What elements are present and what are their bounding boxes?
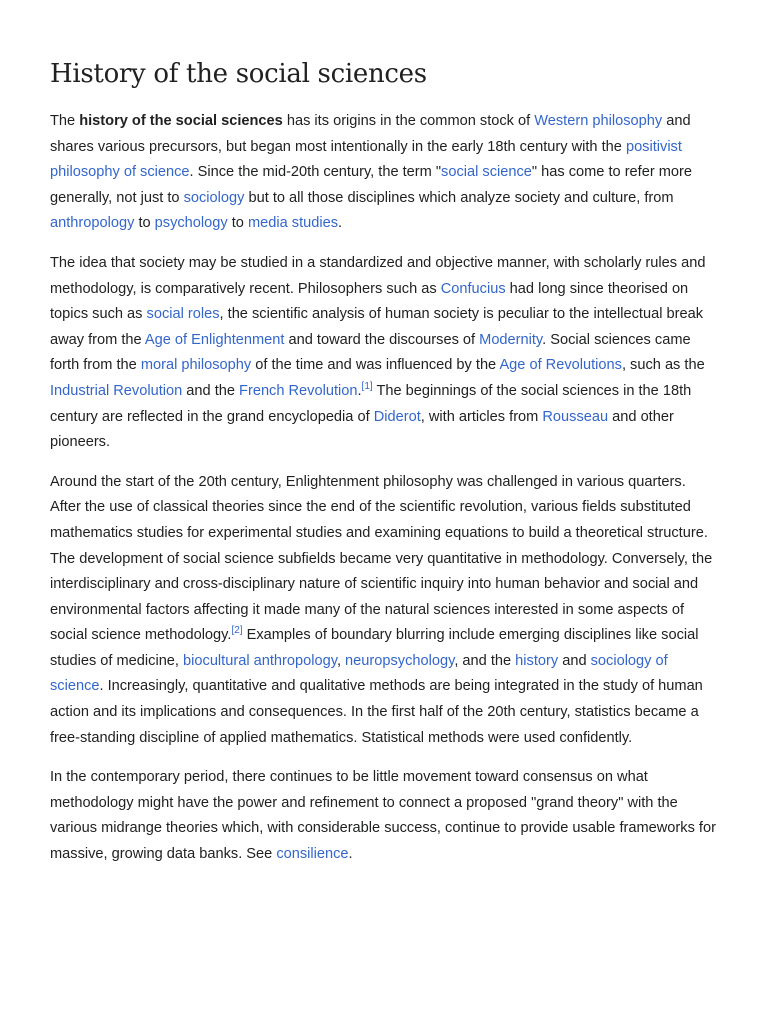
link-positivist-philosophy[interactable]: positivist philosophy of science [50, 138, 682, 181]
text-run: and [558, 652, 591, 669]
link-western-philosophy[interactable]: Western philosophy [534, 113, 663, 129]
text-run: , the scientific analysis of human society is peculiar to the intellectual break away from the [50, 306, 703, 348]
text-run: , and the [454, 652, 516, 669]
text-run: Examples of boundary blurring include emerging disciplines like social studies of medicine, [50, 627, 699, 669]
link-industrial-revolution[interactable]: Industrial Revolution [50, 382, 183, 399]
link-age-of-revolutions[interactable]: Age of Revolutions [499, 357, 622, 374]
link-confucius[interactable]: Confucius [440, 280, 506, 297]
paragraph-20th-century [50, 470, 717, 752]
text-run: . [348, 846, 353, 863]
text-run: and shares various precursors, but began most intentionally in the early 18th century with the [50, 113, 691, 155]
text-run: . Social sciences came forth from the [50, 331, 691, 374]
link-history[interactable]: history [515, 652, 559, 669]
link-moral-philosophy[interactable]: moral philosophy [140, 357, 252, 374]
text-run: The beginnings of the social sciences in the 18th century are reflected in the grand encyclopedia of [50, 382, 692, 425]
text-run: , [336, 652, 346, 669]
link-french-revolution[interactable]: French Revolution [239, 382, 358, 399]
page-title: History of the social sciences [50, 59, 427, 89]
text-run: , with articles from [420, 408, 543, 425]
reference-1[interactable]: [1] [361, 381, 373, 393]
text-run: to [227, 215, 248, 232]
link-anthropology[interactable]: anthropology [50, 215, 135, 232]
text-run: " has come to refer more generally, not just to [50, 164, 693, 206]
link-biocultural-anthropology[interactable]: biocultural anthropology [183, 652, 337, 669]
paragraph-origins [50, 251, 717, 456]
text-run: The [50, 113, 80, 129]
text-run: and other pioneers. [50, 408, 674, 451]
paragraph-contemporary [50, 765, 717, 867]
text-run: of the time and was influenced by the [251, 357, 500, 374]
link-sociology[interactable]: sociology [183, 189, 245, 206]
text-run: had long since theorised on topics such as [50, 280, 689, 323]
text-run: . Increasingly, quantitative and qualitative methods are being integrated in the study of human action and its implications and consequences. In the first half of the 20th century, statistics became a free-standing discipline of applied mathematics. Statistical methods were used confidently. [50, 678, 703, 746]
link-rousseau[interactable]: Rousseau [542, 408, 609, 425]
text-run: to [134, 215, 155, 232]
text-run: has its origins in the common stock of [282, 113, 535, 129]
text-run: . [357, 382, 362, 399]
link-age-of-enlightenment[interactable]: Age of Enlightenment [144, 331, 285, 348]
text-run: , such as the [621, 357, 705, 374]
text-run: and toward the discourses of [284, 331, 480, 348]
bold-term: history of the social sciences [79, 113, 283, 129]
paragraph-intro [50, 109, 717, 237]
link-consilience[interactable]: consilience [276, 846, 349, 863]
link-modernity[interactable]: Modernity [479, 331, 543, 348]
text-run: . [338, 215, 343, 232]
text-run: but to all those disciplines which analyze society and culture, from [244, 189, 674, 206]
text-run: The idea that society may be studied in a standardized and objective manner, with scholarly rules and methodology, is comparatively recent. Philosophers such as [50, 254, 706, 297]
text-run: In the contemporary period, there continues to be little movement toward consensus on what methodology might have the power and refinement to connect a proposed "grand theory" with the various midrange theories which, with considerable success, continue to provide usable frameworks for massive, growing data banks. See [50, 769, 716, 863]
link-sociology-of-science[interactable]: sociology of science [50, 652, 668, 695]
text-run: . Since the mid-20th century, the term " [189, 164, 442, 181]
text-run: and the [182, 382, 240, 399]
link-psychology[interactable]: psychology [154, 215, 228, 232]
link-social-science[interactable]: social science [441, 164, 532, 181]
link-media-studies[interactable]: media studies [247, 215, 339, 232]
text-run: Around the start of the 20th century, Enlightenment philosophy was challenged in various quarters. After the use of classical theories since the end of the scientific revolution, various fields substituted mathematics studies for experimental studies and examining equations to build a theoretical structure. The development of social science subfields became very quantitative in methodology. Conversely, the interdisciplinary and cross-disciplinary nature of scientific inquiry into human behavior and social and environmental factors affecting it made many of the natural sciences interested in some aspects of social science methodology. [50, 473, 713, 644]
link-social-roles[interactable]: social roles [146, 306, 220, 323]
reference-2[interactable]: [2] [231, 625, 243, 637]
link-neuropsychology[interactable]: neuropsychology [345, 652, 455, 669]
link-diderot[interactable]: Diderot [373, 408, 421, 425]
